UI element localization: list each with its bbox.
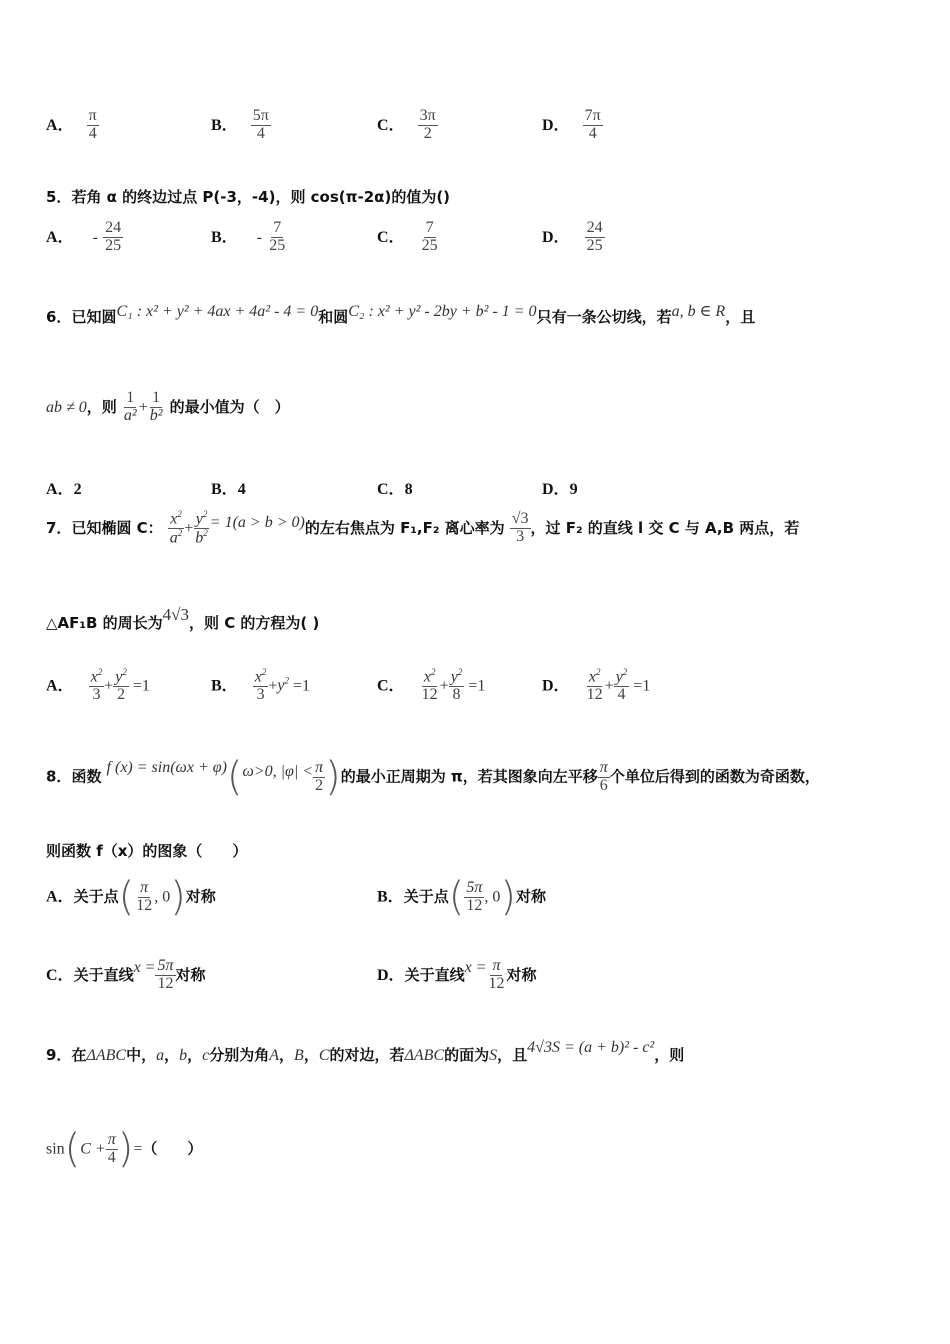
q5-option-b[interactable] [211,220,287,255]
option-label: B． [211,116,238,134]
option-label: C． [377,677,405,695]
q4-option-d[interactable] [542,108,603,143]
sin: sin [46,1140,65,1158]
coord-tail: , 0 [484,888,501,906]
question-number: 7． [46,519,72,538]
angle-c: C [318,1047,330,1064]
question-number: 6． [46,308,72,326]
option-label: C． [46,966,74,984]
fraction: $\frac{y^2}{4}$ [615,667,628,704]
fraction: $\frac{x^2}{12}$ [421,667,438,704]
text: 的面为 [444,1046,490,1064]
fraction: $\frac{y^2}{2}$ [115,667,127,704]
text: 关于点 [73,887,119,906]
question-number: 9． [46,1046,72,1064]
text: 在 [71,1046,87,1064]
text: 的左右焦点为 F₁,F₂ 离心率为 [304,519,505,538]
equation: 4√3S = (a + b)² - c² [527,1039,655,1056]
fraction: $\frac{\pi}{12}$ [136,878,153,914]
fraction: $\frac{y^2}{b^2}$ [195,509,208,547]
option-label: B． [211,677,238,695]
option-label: A． [46,677,74,695]
q8-option-c[interactable] [46,958,206,993]
option-label: A． [46,888,74,906]
q4-option-c[interactable] [377,108,438,143]
fraction: $\frac{5\pi}{12}$ [157,957,174,992]
text: 中， [126,1046,157,1064]
q5-option-a[interactable] [46,220,123,255]
option-label: B． [211,481,238,498]
fraction: $\frac{5\pi}{4}$ [252,107,269,142]
option-label: C． [377,228,405,246]
circle-1-equation: C₁ : x² + y² + 4ax + 4a² - 4 = 0 [116,303,319,320]
fraction: $\frac{1}{\text{a²}}$ [123,389,137,424]
option-label: A． [46,116,74,134]
plus-sign: + [138,398,148,416]
q5-option-c[interactable] [377,220,440,255]
text: 关于点 [403,887,449,906]
text: 只有一条公切线，若 [536,308,672,326]
q7-stem-line2 [46,605,320,633]
condition: a, b ∈ R [671,303,726,320]
text: （ ） [142,1139,203,1158]
q8-option-a[interactable]: A．关于点( $\frac{\pi}{12}$ , 0)对称 [46,874,216,920]
fraction: $\frac{5\pi}{12}$ [466,878,483,914]
option-label: B． [211,228,238,246]
option-value: 2 [73,481,82,498]
fraction: $\frac{\pi}{4}$ [107,1130,116,1166]
text: 对称 [506,965,537,984]
angle-a: A [269,1047,280,1064]
fraction: $\frac{1}{\text{b²}}$ [149,389,163,424]
option-label: A． [46,228,74,246]
text: 的最小正周期为 π，若其图象向左平移 [340,767,598,786]
text: 对称 [515,887,546,906]
var-c: c [202,1047,210,1064]
q8-option-d[interactable] [377,958,537,993]
q4-option-b[interactable] [211,108,271,143]
equation: x = [464,958,487,976]
q9-stem-line2: sin(C + $\frac{\pi}{4}$ )=（ ） [46,1126,203,1172]
option-label: C． [377,116,405,134]
fraction: $\frac{7}{25}$ [269,219,286,254]
text: 的最小值为（ ） [169,397,290,416]
q6-stem [46,303,756,327]
equals: = [133,1140,143,1158]
text: 已知椭圆 C： [71,519,163,538]
q7-option-c[interactable]: C． $\frac{x^2}{12}$ + $\frac{y^2}{8}$ =1 [377,667,486,704]
function: f (x) = sin(ωx + φ) [106,758,227,776]
option-label: C． [377,481,405,498]
text: 个单位后得到的函数为奇函数， [609,767,820,786]
triangle: ΔABC [404,1047,445,1064]
perimeter-value: 4√3 [162,605,189,624]
option-label: D． [542,677,570,695]
text: ，则 [654,1046,685,1064]
coord-tail: , 0 [154,888,171,906]
fraction: $\frac{√3}{3}$ [511,510,529,546]
question-number: 5． [46,188,72,206]
q6-option-b[interactable] [211,476,246,499]
fraction: $\frac{\pi}{12}$ [488,957,505,992]
q8-option-b[interactable]: B．关于点( $\frac{5\pi}{12}$ , 0)对称 [377,874,546,920]
fraction: $\frac{x^2}{3}$ [254,667,267,704]
text: 和圆 [318,308,349,326]
sign: - [256,228,263,246]
text: 函数 [71,767,102,786]
fraction: $\frac{7}{25}$ [421,219,438,254]
q6-option-d[interactable] [542,476,578,499]
fraction: $\frac{\pi}{6}$ [599,758,608,794]
q7-option-d[interactable]: D． $\frac{x^2}{12}$ + $\frac{y^2}{4}$ =1 [542,667,651,704]
q7-stem: 7．已知椭圆 C： $\frac{x^2}{a^2}$ + $\frac{y^2}{b^2}$ = 1(a > b > 0)的左右焦点为 F₁,F₂ 离心率为 $\frac{√3}{3}$ ，过 F₂ 的直线 l 交 C 与 A,B 两点，若 [46,509,800,547]
q6-option-c[interactable] [377,476,413,499]
text: 的对边，若 [329,1046,405,1064]
circle-2-equation: C₂ : x² + y² - 2by + b² - 1 = 0 [348,303,537,320]
fraction: $\frac{7\pi}{4}$ [584,107,601,142]
triangle: ΔABC [86,1047,127,1064]
var-s: S [489,1047,498,1064]
q6-stem-line2 [46,390,290,425]
var-a: a [156,1047,165,1064]
text: 已知圆 [71,308,117,326]
fraction: $\frac{\pi}{4}$ [88,107,97,142]
text: 对称 [185,887,216,906]
question-text: 若角 α 的终边过点 P(-3，-4)，则 cos(π-2α)的值为() [71,188,451,206]
text: 分别为角 [209,1046,270,1064]
option-value: 9 [569,481,578,498]
q5-option-d[interactable] [542,220,605,255]
q5-stem [46,186,450,207]
text: ，则 [86,397,117,416]
condition: ω>0, |φ| < [242,762,314,780]
option-label: D． [377,966,405,984]
option-label: D． [542,481,570,498]
option-value: 4 [237,481,246,498]
equation: = 1(a > b > 0) [209,514,305,532]
fraction: $\frac{x^2}{a^2}$ [169,509,183,547]
q8-stem: 8．函数 f (x) = sin(ωx + φ)(ω>0, |φ| < $\frac{\pi}{2}$ )的最小正周期为 π，若其图象向左平移 $\frac{\pi}{6}$ 个单位后得到的函数为奇函数， [46,754,820,800]
option-value: 8 [404,481,413,498]
option-label: D． [542,228,570,246]
text: ，且 [725,308,756,326]
question-number: 8． [46,767,72,786]
angle-b: B [294,1047,304,1064]
text: 关于直线 [404,965,465,984]
text: 关于直线 [73,965,134,984]
option-label: B． [377,888,404,906]
fraction: $\frac{y^2}{8}$ [450,667,463,704]
q4-option-a[interactable] [46,108,99,143]
condition: ab ≠ 0 [46,398,87,416]
text: △AF₁B 的周长为 [46,614,163,632]
fraction: $\frac{x^2}{3}$ [90,667,103,704]
text: 对称 [175,965,206,984]
q8-stem-line2 [46,840,247,861]
q9-stem: 9．在ΔABC中，a，b，c分别为角A，B，C的对边，若ΔABC的面为S，且4√3S = (a + b)² - c²，则 [46,1039,685,1064]
fraction: $\frac{24}{25}$ [105,219,122,254]
option-label: D． [542,116,570,134]
fraction: $\frac{x^2}{12}$ [586,667,603,704]
q7-option-a[interactable]: A． $\frac{x^2}{3}$ + $\frac{y^2}{2}$ =1 [46,667,150,704]
fraction: $\frac{24}{25}$ [586,219,603,254]
text: ，过 F₂ 的直线 l 交 C 与 A,B 两点，若 [530,519,800,538]
equation: x = [133,958,156,976]
option-label: A． [46,481,74,498]
text: 则函数 f（x）的图象（ ） [46,842,248,860]
q7-option-b[interactable]: B． $\frac{x^2}{3}$ $+y^2 =1$ [211,667,311,704]
var-b: b [179,1047,188,1064]
fraction: $\frac{\pi}{2}$ [315,758,324,794]
text: ，且 [497,1046,528,1064]
expression: C + [80,1140,106,1158]
sign: - [92,228,98,246]
fraction: $\frac{3\pi}{2}$ [419,107,436,142]
text: ，则 C 的方程为( ) [188,614,320,632]
q6-option-a[interactable] [46,476,82,499]
